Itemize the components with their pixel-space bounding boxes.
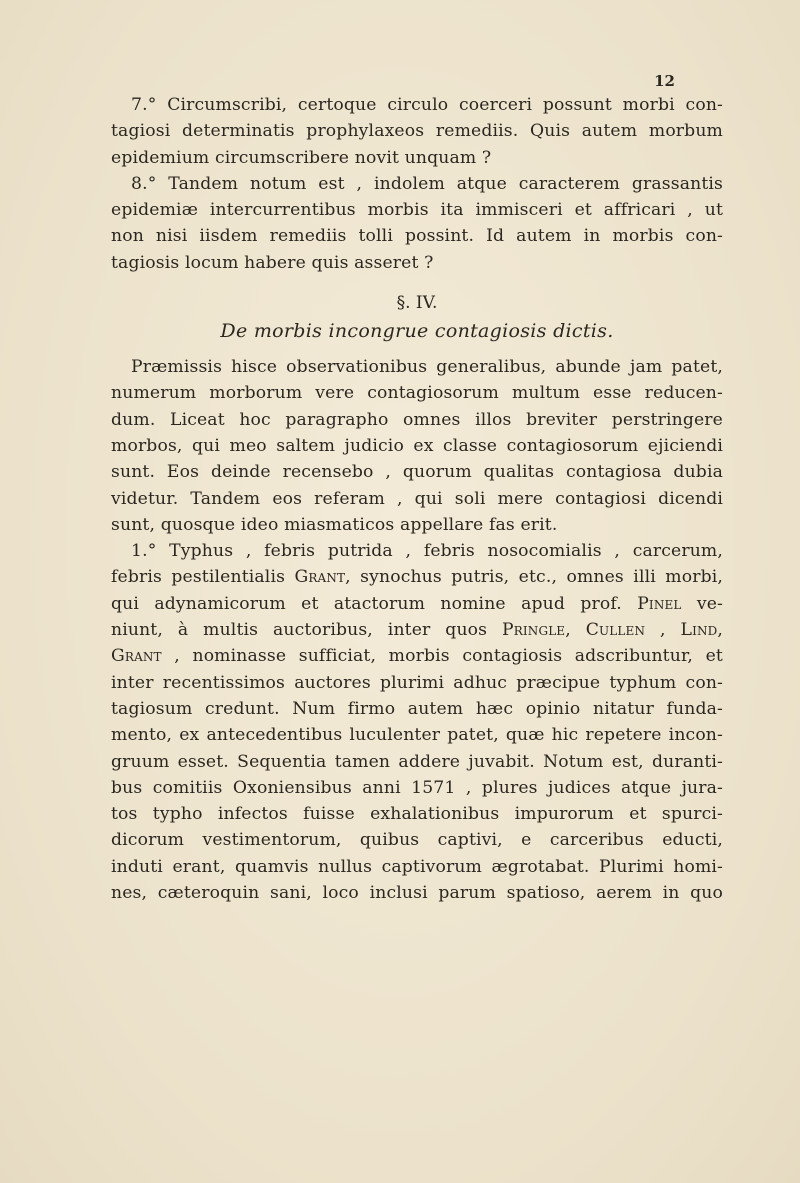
paragraph-typhus	[111, 538, 723, 906]
paragraph-intro	[111, 354, 723, 538]
text-line: epidemiæ intercurrentibus morbis ita immisceri et affricari , ut	[111, 200, 723, 221]
text-line: tagiosum credunt. Num firmo autem hæc opinio nitatur funda-	[111, 698, 723, 719]
book-page	[111, 70, 723, 906]
author-name: Cullen	[585, 620, 646, 641]
text-line: tos typho infectos fuisse exhalationibus impurorum et spurci-	[111, 804, 723, 825]
text-line: tagiosis locum habere quis asseret ?	[111, 252, 434, 273]
text-fragment: , synochus putris, etc., omnes illi morbi,	[345, 567, 723, 588]
text-line: induti erant, quamvis nullus captivorum ægrotabat. Plurimi homi-	[111, 856, 723, 877]
text-fragment: febris pestilentialis	[111, 567, 295, 588]
text-line: tagiosi determinatis prophylaxeos remediis. Quis autem morbum	[111, 121, 723, 142]
text-line: sunt. Eos deinde recensebo , quorum qualitas contagiosa dubia	[111, 462, 723, 483]
text-line: nes, cæteroquin sani, loco inclusi parum spatioso, aerem in quo	[111, 883, 723, 904]
text-line	[111, 564, 723, 590]
paragraph-8	[111, 171, 723, 276]
text-line: numerum morborum vere contagiosorum multum esse reducen-	[111, 383, 723, 404]
text-line: sunt, quosque ideo miasmaticos appellare fas erit.	[111, 514, 558, 535]
text-line: bus comitiis Oxoniensibus anni 1571 , plures judices atque jura-	[111, 777, 723, 798]
text-fragment: qui adynamicorum et atactorum nomine apud prof.	[111, 593, 638, 614]
text-line: non nisi iisdem remediis tolli possint. Id autem in morbis con-	[111, 226, 723, 247]
text-line	[111, 617, 723, 643]
author-name: Grant	[111, 646, 162, 667]
text-line: morbos, qui meo saltem judicio ex classe contagiosorum ejiciendi	[111, 435, 723, 456]
text-fragment: ve-	[681, 593, 723, 614]
text-fragment: niunt, à multis auctoribus, inter quos	[111, 620, 503, 641]
text-line: dum. Liceat hoc paragrapho omnes illos breviter perstringere	[111, 409, 723, 430]
text-line: 1.° Typhus , febris putrida , febris nosocomialis , carcerum,	[131, 541, 723, 562]
author-name: Lind	[680, 620, 718, 641]
text-line: Præmissis hisce observationibus generalibus, abunde jam patet,	[131, 357, 723, 378]
text-line: mento, ex antecedentibus luculenter patet, quæ hic repetere incon-	[111, 725, 723, 746]
text-line: 8.° Tandem notum est , indolem atque caracterem grassantis	[131, 173, 723, 194]
text-line	[111, 591, 723, 617]
text-line: dicorum vestimentorum, quibus captivi, e carceribus educti,	[111, 830, 723, 851]
section-title: De morbis incongrue contagiosis dictis.	[220, 320, 614, 343]
text-fragment: ,	[565, 620, 586, 641]
text-line: epidemium circumscribere novit unquam ?	[111, 147, 492, 168]
section-mark: §. IV.	[396, 293, 438, 314]
text-line	[111, 643, 723, 669]
text-line: videtur. Tandem eos referam , qui soli mere contagiosi dicendi	[111, 488, 723, 509]
text-line: 7.° Circumscribi, certoque circulo coerceri possunt morbi con-	[131, 95, 723, 115]
text-line: gruum esset. Sequentia tamen addere juvabit. Notum est, duranti-	[111, 751, 723, 772]
page-number: 12	[654, 72, 675, 90]
text-fragment: , nominasse sufficiat, morbis contagiosis adscribuntur, et	[161, 646, 723, 667]
text-fragment: ,	[645, 620, 681, 641]
text-line: inter recentissimos auctores plurimi adhuc præcipue typhum con-	[111, 672, 723, 693]
author-name: Pinel	[637, 593, 682, 614]
author-name: Grant	[294, 567, 346, 588]
author-name: Pringle	[502, 620, 566, 641]
text-fragment: ,	[717, 620, 723, 641]
paragraph-7	[111, 92, 723, 171]
